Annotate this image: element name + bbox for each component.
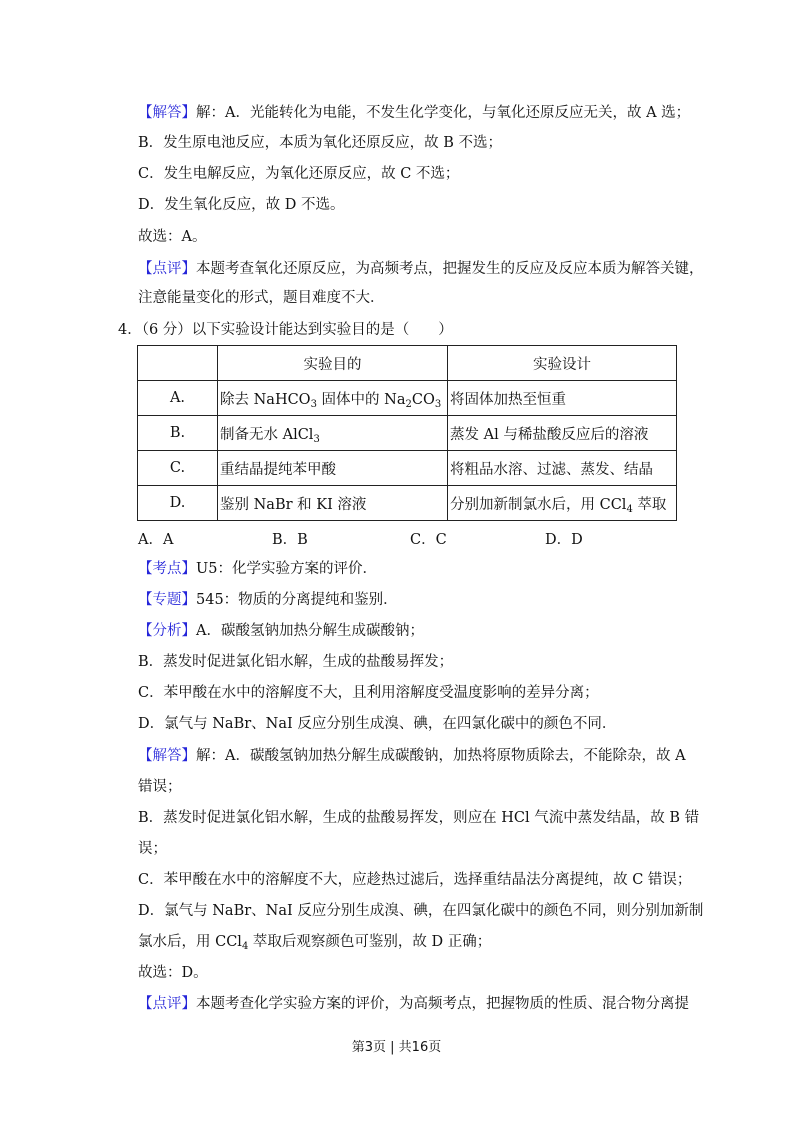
fenxi-line: C．苯甲酸在水中的溶解度不大，且利用溶解度受温度影响的差异分离； bbox=[138, 685, 599, 701]
prev-answer-line bbox=[138, 103, 690, 123]
jieda-line: 误； bbox=[138, 841, 167, 857]
option-c: C．C bbox=[410, 532, 447, 548]
goal-cell bbox=[218, 381, 448, 416]
text: 545：物质的分离提纯和鉴别． bbox=[196, 592, 398, 608]
t: 氯水后，用 CCl bbox=[138, 934, 242, 950]
t: 3 bbox=[313, 433, 320, 445]
option-a: A．A bbox=[138, 532, 174, 548]
jieda-line: D．氯气与 NaBr、NaI 反应分别生成溴、碘，在四氯化碳中的颜色不同，则分别加新制 bbox=[138, 903, 704, 919]
prev-answer-line: C．发生电解反应，为氧化还原反应，故 C 不选； bbox=[138, 166, 460, 182]
design-cell: 蒸发 Al 与稀盐酸反应后的溶液 bbox=[448, 416, 677, 451]
row-label: D. bbox=[138, 486, 218, 521]
experiment-table bbox=[137, 345, 677, 521]
t: 4 bbox=[241, 941, 249, 952]
t: 分别加新制氯水后，用 CCl bbox=[450, 496, 627, 513]
goal-cell: 重结晶提纯苯甲酸 bbox=[218, 451, 448, 486]
jieda-line bbox=[138, 932, 491, 952]
header-cell: 实验目的 bbox=[218, 346, 448, 381]
t: 4 bbox=[626, 503, 633, 515]
jieda-line: B．蒸发时促进氯化铝水解，生成的盐酸易挥发，则应在 HCl 气流中蒸发结晶，故 B 错 bbox=[138, 810, 700, 826]
text: U5：化学实验方案的评价． bbox=[196, 561, 377, 577]
jieda-line: C．苯甲酸在水中的溶解度不大，应趁热过滤后，选择重结晶法分离提纯，故 C 错误； bbox=[138, 872, 692, 888]
text: 解：A．光能转化为电能，不发生化学变化，与氧化还原反应无关，故 A 选； bbox=[196, 105, 691, 121]
table-row bbox=[138, 381, 677, 416]
answer-tag: 【解答】 bbox=[138, 105, 196, 121]
text: 本题考查化学实验方案的评价，为高频考点，把握物质的性质、混合物分离提 bbox=[196, 996, 689, 1012]
design-cell: 将粗品水溶、过滤、蒸发、结晶 bbox=[448, 451, 677, 486]
header-cell bbox=[138, 346, 218, 381]
choice-line: 故选：D。 bbox=[138, 965, 208, 981]
jieda-tag: 【解答】 bbox=[138, 748, 196, 764]
dianping-line bbox=[138, 994, 689, 1014]
row-label: B. bbox=[138, 416, 218, 451]
kaodian-tag: 【考点】 bbox=[138, 561, 196, 577]
kaodian-line bbox=[138, 559, 377, 579]
table-row bbox=[138, 416, 677, 451]
t: 萃取后观察颜色可鉴别，故 D 正确； bbox=[248, 934, 492, 950]
table-row bbox=[138, 451, 677, 486]
table-row bbox=[138, 486, 677, 521]
t: 除去 NaHCO bbox=[220, 391, 311, 408]
zhuanti-tag: 【专题】 bbox=[138, 592, 196, 608]
comment-tag: 【点评】 bbox=[138, 261, 196, 277]
jieda-line: 错误； bbox=[138, 779, 182, 795]
fenxi-tag: 【分析】 bbox=[138, 623, 196, 639]
text: 解：A．碳酸氢钠加热分解生成碳酸钠，加热将原物质除去，不能除杂，故 A bbox=[196, 748, 686, 764]
option-b: B．B bbox=[272, 532, 308, 548]
design-cell bbox=[448, 486, 677, 521]
t: 3 bbox=[434, 398, 442, 410]
fenxi-line: B．蒸发时促进氯化铝水解，生成的盐酸易挥发； bbox=[138, 654, 454, 670]
dianping-tag: 【点评】 bbox=[138, 996, 196, 1012]
question-stem: 4．（6 分）以下实验设计能达到实验目的是（ ） bbox=[118, 322, 453, 338]
design-cell: 将固体加热至恒重 bbox=[448, 381, 677, 416]
row-label: A. bbox=[138, 381, 218, 416]
t: 3 bbox=[310, 398, 317, 410]
t: 萃取 bbox=[632, 496, 667, 513]
prev-answer-line: B．发生原电池反应，本质为氧化还原反应，故 B 不选； bbox=[138, 135, 503, 151]
zhuanti-line bbox=[138, 590, 398, 610]
fenxi-line bbox=[138, 621, 424, 641]
fenxi-line: D．氯气与 NaBr、NaI 反应分别生成溴、碘，在四氯化碳中的颜色不同． bbox=[138, 716, 617, 732]
prev-comment-line: 注意能量变化的形式，题目难度不大． bbox=[138, 290, 385, 306]
prev-answer-line: 故选：A。 bbox=[138, 229, 207, 245]
goal-cell bbox=[218, 416, 448, 451]
text: A．碳酸氢钠加热分解生成碳酸钠； bbox=[196, 623, 424, 639]
page-footer: 第3页 | 共16页 bbox=[351, 1040, 442, 1055]
option-d: D．D bbox=[545, 532, 583, 548]
prev-comment-line bbox=[138, 259, 704, 279]
t: 固体中的 Na bbox=[316, 391, 406, 408]
prev-answer-line: D．发生氧化反应，故 D 不选。 bbox=[138, 197, 345, 213]
t: CO bbox=[411, 391, 435, 408]
row-label: C. bbox=[138, 451, 218, 486]
t: 制备无水 AlCl bbox=[220, 426, 314, 443]
t: 2 bbox=[405, 398, 412, 410]
table-header-row bbox=[138, 346, 677, 381]
goal-cell: 鉴别 NaBr 和 KI 溶液 bbox=[218, 486, 448, 521]
text: 本题考查氧化还原反应，为高频考点，把握发生的反应及反应本质为解答关键， bbox=[196, 261, 704, 277]
jieda-line bbox=[138, 746, 686, 766]
header-cell: 实验设计 bbox=[448, 346, 677, 381]
